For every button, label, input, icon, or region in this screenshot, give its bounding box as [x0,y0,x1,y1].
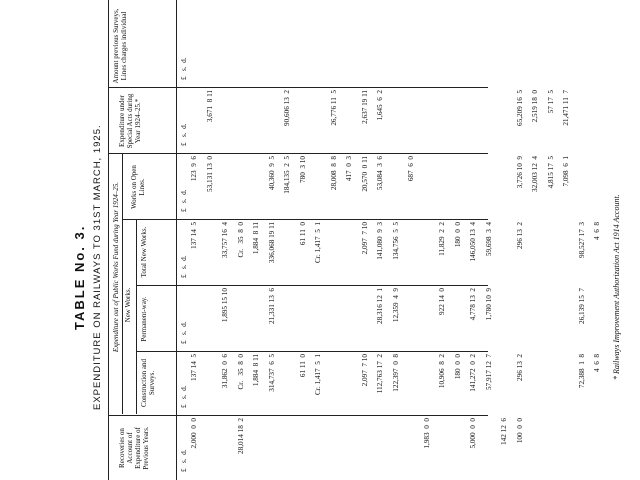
cell-total: 180 0 0 [453,222,462,248]
unit-label: £ s. d. [180,123,188,146]
col-rule [122,219,488,220]
footnote: * Railways Improvement Authorization Act 1914 Account. [612,194,621,380]
cell-open: 28,008 8 8 [329,156,338,191]
cell-cons: 141,272 0 2 [469,354,477,392]
cell-total: 4 6 8 [593,222,601,240]
sub-rule [122,154,123,414]
unit-label: £ s. d. [180,321,188,344]
cell-cons: Cr. 35 8 0 [236,354,245,390]
cell-open: 20,570 0 11 [360,156,369,192]
cell-cons: 112,763 17 2 [376,354,384,394]
cell-open: 4,815 17 5 [546,156,555,189]
cell-spec: 57 17 5 [546,90,555,114]
unit-label: £ s. d. [180,385,188,408]
cell-total: 146,050 13 4 [469,222,477,262]
cell-rec: 5,000 0 0 [469,418,477,449]
cell-cons: 2,097 7 10 [360,354,369,387]
cell-spec: 3,671 8 11 [205,90,214,123]
cell-rec: 1,983 0 0 [422,418,431,449]
cell-cons: 61 11 0 [298,354,307,378]
cell-cons: 137 14 5 [190,354,198,381]
cell-spec: 65,209 16 5 [515,90,524,126]
cell-total: Cr. 35 8 0 [236,222,245,258]
col-rule [108,153,488,154]
cell-open: 780 3 10 [298,156,307,183]
cell-spec: 90,606 13 2 [283,90,291,126]
cell-total: 98,527 17 3 [577,222,586,258]
cell-rec: 2,000 0 0 [190,418,198,449]
cell-perm: 4,778 13 2 [469,288,477,321]
cell-rec: 142 12 6 [500,418,508,445]
cell-total: 141,080 9 3 [376,222,384,260]
col-rule [108,87,488,88]
table-number: TABLE No. 3. [72,224,87,330]
cell-perm: 28,316 12 1 [376,288,384,324]
cell-open: 123 9 6 [190,156,198,182]
col-rule [136,351,488,352]
sub-rule [136,220,137,414]
col-header-amount-previous: Amount previous Surveys, Lines charges individual [112,8,128,84]
col-header-public-works-fund: Expenditure out of Public Works Fund during Year 1924–25. [112,181,120,353]
cell-total: Cr. 1,417 5 1 [314,222,322,263]
unit-label: £ s. d. [180,255,188,278]
cell-cons: 314,737 6 5 [267,354,276,392]
cell-perm: 1,895 15 10 [221,288,229,323]
cell-total: 296 13 2 [515,222,524,249]
cell-perm: 12,359 4 9 [391,288,400,323]
cell-total: 59,698 3 4 [484,222,493,257]
unit-label: £ s. d. [180,449,188,472]
cell-cons: 180 0 0 [453,354,462,380]
cell-perm: 21,331 13 6 [267,288,276,324]
cell-cons: 31,862 0 6 [221,354,229,389]
table-title: EXPENDITURE ON RAILWAYS TO 31ST MARCH, 1925. [92,124,103,410]
cell-spec: 2,519 18 0 [531,90,539,123]
col-header-recoveries: Recoveries on Account of Expenditure of Previous Years. [118,426,150,470]
cell-total: 61 11 0 [298,222,307,246]
cell-open: 417 0 3 [345,156,353,182]
cell-spec: 26,776 11 5 [329,90,338,126]
col-header-new-works: New Works. [124,287,132,323]
col-rule [108,415,488,416]
col-rule [136,285,488,286]
header-top-rule [108,0,109,480]
cell-total: 336,068 19 11 [267,222,276,264]
header-bottom-rule [176,0,177,480]
cell-open: 687 6 0 [407,156,415,182]
cell-total: 137 14 5 [190,222,198,249]
col-header-open-lines: Works on Open Lines. [130,165,146,209]
cell-total: 11,829 2 2 [438,222,446,256]
cell-open: 53,131 13 0 [205,156,214,192]
cell-cons: 57,917 12 7 [484,354,493,390]
cell-total: 134,756 5 5 [391,222,400,260]
cell-rec: 100 0 0 [515,418,524,444]
cell-total: 33,757 16 4 [221,222,229,258]
cell-cons: Cr. 1,417 5 1 [314,354,322,395]
col-header-total-new-works: Total New Works. [140,226,148,278]
col-header-construction: Construction and Surveys. [140,358,156,408]
cell-total: 2,097 7 10 [360,222,369,255]
cell-spec: 21,471 11 7 [562,90,570,126]
cell-cons: 296 13 2 [515,354,524,381]
cell-rec: 28,014 18 2 [236,418,245,454]
cell-open: 3,726 10 9 [515,156,524,189]
cell-open: 184,135 2 5 [283,156,291,194]
cell-perm: 1,780 10 9 [484,288,493,321]
cell-cons: 4 6 8 [593,354,601,372]
unit-label: £ s. d. [180,189,188,212]
col-header-special-acts: Expenditure under Special Acts during Year 1924–25.* [118,93,142,149]
cell-perm: 26,139 15 7 [577,288,586,324]
cell-open: 32,003 12 4 [531,156,539,192]
cell-open: 7,098 6 1 [562,156,570,187]
cell-perm: 922 14 0 [438,288,446,315]
cell-spec: 1,645 6 2 [376,90,384,121]
col-header-permanent-way: Permanent-way. [140,296,148,342]
cell-cons: 122,397 0 8 [391,354,400,392]
cell-open: 53,084 3 6 [376,156,384,191]
cell-total: 1,884 8 11 [252,222,260,255]
cell-open: 40,360 9 5 [267,156,276,191]
cell-cons: 1,884 8 11 [252,354,260,387]
cell-cons: 72,388 1 8 [577,354,586,389]
cell-spec: 2,637 19 11 [360,90,369,124]
unit-label: £ s. d. [180,57,188,80]
cell-cons: 10,906 8 2 [438,354,446,389]
